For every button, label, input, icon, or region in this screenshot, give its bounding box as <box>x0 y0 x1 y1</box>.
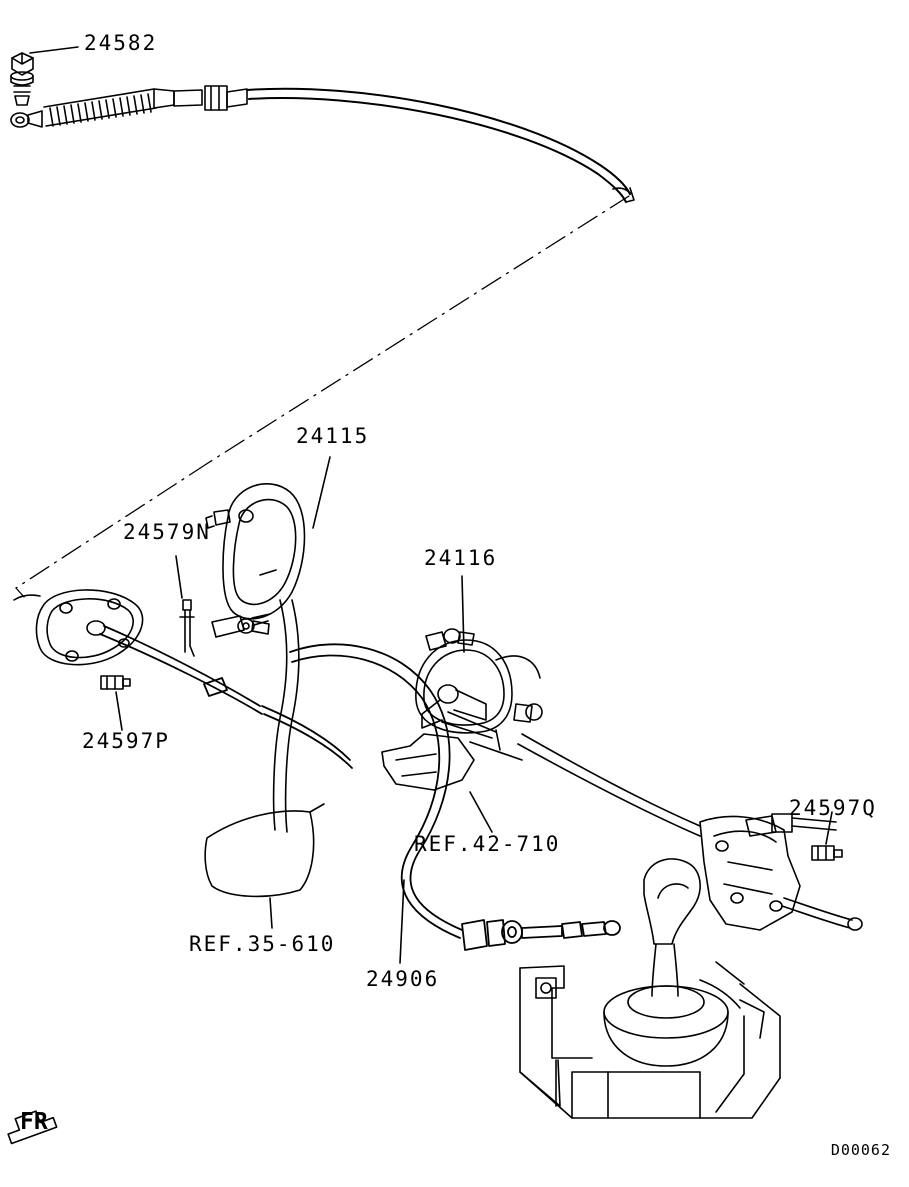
part-label-ref-42-710: REF.42-710 <box>414 832 561 856</box>
part-label-24115: 24115 <box>296 424 370 448</box>
leader-24579N <box>176 556 182 598</box>
leader-24115 <box>313 457 330 528</box>
floor-outline-dashdot <box>16 196 629 588</box>
part-label-24579N: 24579N <box>123 520 211 544</box>
part-24116-assembly <box>416 629 700 836</box>
right-bracket-assembly <box>700 814 862 930</box>
left-mount-plate <box>14 590 143 665</box>
part-24597P-bolt <box>101 676 130 689</box>
ref-35-610-component <box>205 804 324 896</box>
part-24597Q-bolt <box>812 846 842 860</box>
part-24582-fastener <box>11 53 33 105</box>
leader-REF-35-610 <box>270 898 272 928</box>
shift-lever-console <box>520 859 780 1118</box>
part-label-24582: 24582 <box>84 31 158 55</box>
part-24579N-clip <box>180 600 194 656</box>
leader-24906 <box>400 880 404 963</box>
part-24906-cable <box>100 626 620 950</box>
part-24582-cable <box>11 86 634 202</box>
drawing-code-label: D00062 <box>830 1141 891 1159</box>
part-24115-bracket <box>206 484 305 832</box>
leader-REF-42-710 <box>470 792 492 832</box>
part-label-ref-35-610: REF.35-610 <box>189 932 336 956</box>
part-label-24597Q: 24597Q <box>789 796 877 820</box>
part-label-24597P: 24597P <box>82 729 170 753</box>
leader-24582 <box>30 47 78 53</box>
part-label-24116: 24116 <box>424 546 498 570</box>
part-label-24906: 24906 <box>366 967 440 991</box>
leader-24597P <box>116 692 122 730</box>
ref-42-710-component <box>382 734 474 790</box>
front-direction-label: FR <box>20 1109 48 1135</box>
